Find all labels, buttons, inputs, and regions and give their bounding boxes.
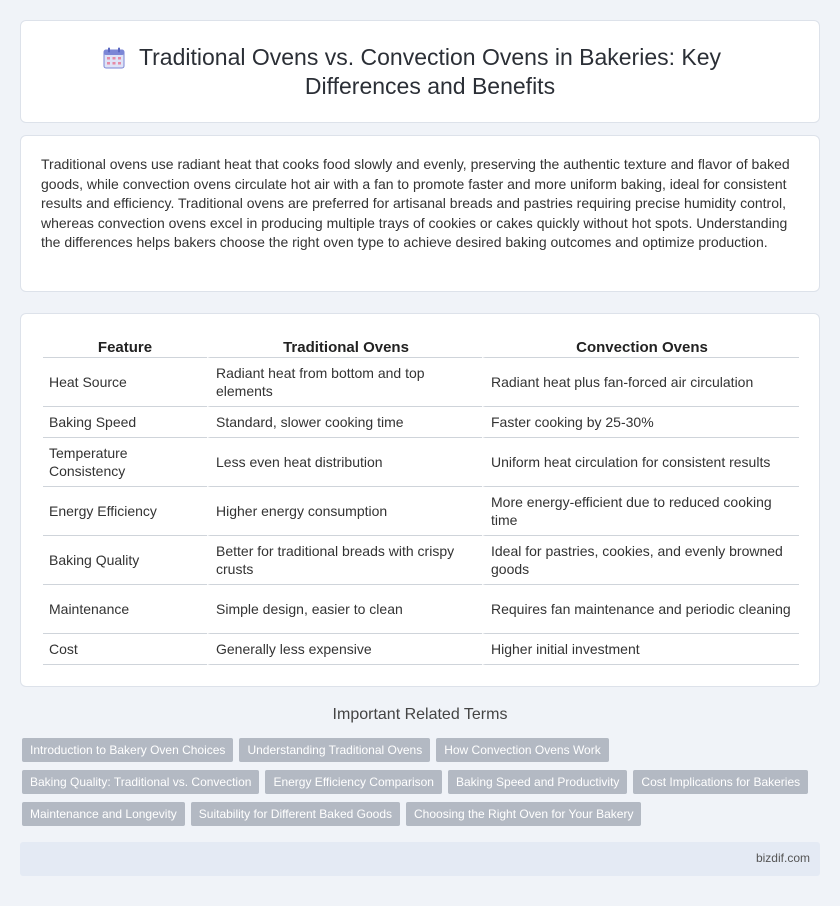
intro-paragraph: Traditional ovens use radiant heat that cooks food slowly and evenly, preserving the authentic texture and flavor of baked goods, while convection ovens circulate hot air with a fan to promote faster and more uniform baking, ideal for consistent results and efficiency. Traditional ovens are preferred for artisanal breads and pastries requiring precise humidity control, whereas convection ovens excel in producing multiple trays of cookies or cakes quickly without hot spots. Understanding the differences helps bakers choose the right oven type to achieve desired baking outcomes and optimize production. xyxy=(41,156,790,250)
related-terms-heading: Important Related Terms xyxy=(332,706,508,723)
tag-link[interactable]: Energy Efficiency Comparison xyxy=(265,770,442,794)
tag-link[interactable]: Baking Speed and Productivity xyxy=(448,770,627,794)
table-cell: Uniform heat circulation for consistent results xyxy=(482,438,799,487)
page-title: Traditional Ovens vs. Convection Ovens in Bakeries: Key Differences and Benefits xyxy=(138,43,722,99)
table-cell: Baking Quality xyxy=(43,536,207,585)
table-cell: Maintenance xyxy=(43,585,207,634)
table-cell: Radiant heat from bottom and top elements xyxy=(207,358,482,407)
table-cell: Generally less expensive xyxy=(207,634,482,665)
table-cell: Better for traditional breads with crispy crusts xyxy=(207,536,482,585)
table-row xyxy=(43,634,799,665)
table-cell: Higher initial investment xyxy=(482,634,799,665)
tag-link[interactable]: Understanding Traditional Ovens xyxy=(239,738,430,762)
tag-link[interactable]: Cost Implications for Bakeries xyxy=(633,770,808,794)
table-cell: Requires fan maintenance and periodic cleaning xyxy=(482,585,799,634)
footer xyxy=(20,842,820,876)
intro-card xyxy=(20,135,820,292)
table-row xyxy=(43,536,799,585)
table-header-row xyxy=(43,334,799,358)
table-cell: Ideal for pastries, cookies, and evenly browned goods xyxy=(482,536,799,585)
related-terms-tags xyxy=(22,738,822,834)
tag-row xyxy=(22,770,822,794)
table-cell: Simple design, easier to clean xyxy=(207,585,482,634)
tag-row xyxy=(22,738,822,762)
comparison-table-card xyxy=(20,313,820,687)
table-cell: Higher energy consumption xyxy=(207,487,482,536)
tag-link[interactable]: Maintenance and Longevity xyxy=(22,802,185,826)
table-row xyxy=(43,407,799,438)
table-row xyxy=(43,585,799,634)
tag-link[interactable]: How Convection Ovens Work xyxy=(436,738,609,762)
table-cell: Faster cooking by 25-30% xyxy=(482,407,799,438)
title-card xyxy=(20,20,820,123)
table-cell: Less even heat distribution xyxy=(207,438,482,487)
header-convection: Convection Ovens xyxy=(482,334,799,358)
table-cell: Baking Speed xyxy=(43,407,207,438)
tag-link[interactable]: Baking Quality: Traditional vs. Convection xyxy=(22,770,259,794)
table-row xyxy=(43,438,799,487)
footer-site-link[interactable]: bizdif.com xyxy=(755,851,810,865)
table-cell: Energy Efficiency xyxy=(43,487,207,536)
comparison-table xyxy=(43,334,799,665)
table-cell: More energy-efficient due to reduced cooking time xyxy=(482,487,799,536)
table-cell: Cost xyxy=(43,634,207,665)
header-feature: Feature xyxy=(43,334,207,358)
table-cell: Heat Source xyxy=(43,358,207,407)
table-cell: Radiant heat plus fan-forced air circulation xyxy=(482,358,799,407)
header-traditional: Traditional Ovens xyxy=(207,334,482,358)
tag-row xyxy=(22,802,822,826)
table-cell: Temperature Consistency xyxy=(43,438,207,487)
table-row xyxy=(43,358,799,407)
table-row xyxy=(43,487,799,536)
tag-link[interactable]: Choosing the Right Oven for Your Bakery xyxy=(406,802,641,826)
tag-link[interactable]: Introduction to Bakery Oven Choices xyxy=(22,738,233,762)
tag-link[interactable]: Suitability for Different Baked Goods xyxy=(191,802,400,826)
table-cell: Standard, slower cooking time xyxy=(207,407,482,438)
